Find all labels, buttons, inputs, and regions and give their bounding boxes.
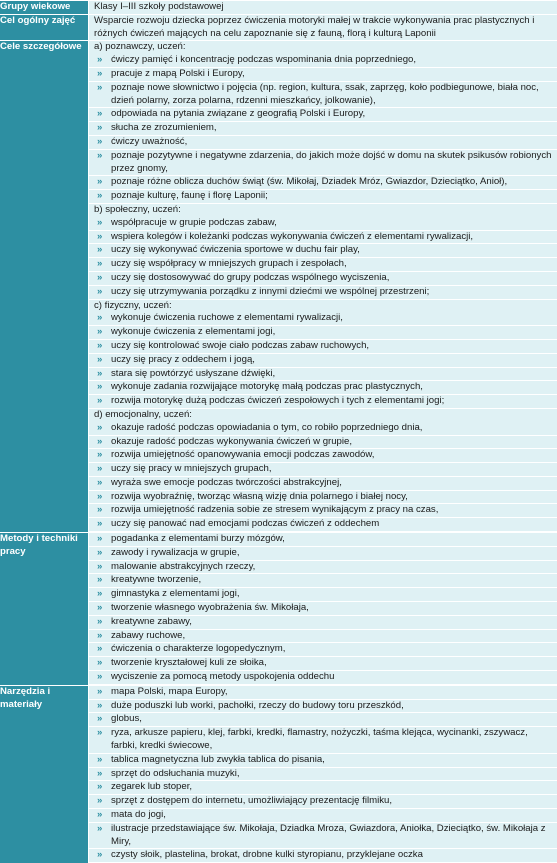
value-specific-goals [89, 41, 557, 533]
row-methods [0, 533, 557, 686]
list-item: » rozwija wyobraźnię, tworząc własną wizję dnia polarnego i białej nocy, [89, 491, 557, 505]
list-item: » mata do jogi, [89, 809, 557, 823]
label-specific-goals: Cele szczegółowe [0, 41, 89, 533]
list-item: » wspiera kolegów i koleżanki podczas wykonywania ćwiczeń z elementami rywalizacji, [89, 231, 557, 245]
list-item: » zawody i rywalizacja w grupie, [89, 547, 557, 561]
list-item: » wyciszenie za pomocą metody uspokojenia oddechu [89, 671, 557, 685]
list-item: » uczy się pracy z oddechem i jogą, [89, 354, 557, 368]
list-item: » ćwiczy uważność, [89, 136, 557, 150]
label-tools: Narzędzia i materiały [0, 685, 89, 863]
list-item: » poznaje nowe słownictwo i pojęcia (np. region, kultura, ssak, zaprzęg, koło podbiegunowe, biała noc, dzień polarny, zorza polarna, rdzenni mieszkańcy, jolkowanie), [89, 82, 557, 109]
list-item: » uczy się pracy w mniejszych grupach, [89, 463, 557, 477]
label-methods: Metody i techniki pracy [0, 533, 89, 686]
general-goal-text: Wsparcie rozwoju dziecka poprzez ćwiczenia motoryki małej w trakcie wykonywania prac plastycznych i różnych ćwiczeń mających na celu zapoznanie się z fauną, florą i kulturą Laponii [89, 15, 557, 41]
value-general-goal [89, 14, 557, 41]
goal-group-heading: c) fizyczny, uczeń: [89, 300, 557, 313]
list-item: » tworzenie kryształowej kuli ze słoika, [89, 657, 557, 671]
goal-group-list [89, 217, 557, 300]
list-item: » czysty słoik, plastelina, brokat, drobne kulki styropianu, przyklejane oczka [89, 849, 557, 863]
list-item: » uczy się utrzymywania porządku z innymi dziećmi we wspólnej przestrzeni; [89, 286, 557, 300]
list-item: » kreatywne tworzenie, [89, 574, 557, 588]
list-item: » odpowiada na pytania związane z geografią Polski i Europy, [89, 108, 557, 122]
age-groups-text: Klasy I–III szkoły podstawowej [89, 1, 557, 14]
list-item: » zegarek lub stoper, [89, 781, 557, 795]
list-item: » ilustracje przedstawiające św. Mikołaja, Dziadka Mroza, Gwiazdora, Aniołka, Dzieciątko, św. Mikołaja z Miry, [89, 823, 557, 850]
list-item: » okazuje radość podczas opowiadania o tym, co robiło poprzedniego dnia, [89, 422, 557, 436]
list-item: » okazuje radość podczas wykonywania ćwiczeń w grupie, [89, 436, 557, 450]
methods-list [89, 533, 557, 685]
list-item: » wyraża swe emocje podczas twórczości abstrakcyjnej, [89, 477, 557, 491]
list-item: » sprzęt do odsłuchania muzyki, [89, 768, 557, 782]
row-age-groups [0, 1, 557, 15]
tools-list [89, 686, 557, 863]
list-item: » pogadanka z elementami burzy mózgów, [89, 533, 557, 547]
list-item: » stara się powtórzyć usłyszane dźwięki, [89, 368, 557, 382]
list-item: » poznaje pozytywne i negatywne zdarzenia, do jakich może dojść w domu na skutek psikusów robionych przez gnomy, [89, 150, 557, 177]
list-item: » pracuje z mapą Polski i Europy, [89, 68, 557, 82]
list-item: » uczy się kontrolować swoje ciało podczas zabaw ruchowych, [89, 340, 557, 354]
list-item: » współpracuje w grupie podczas zabaw, [89, 217, 557, 231]
list-item: » wykonuje ćwiczenia z elementami jogi, [89, 326, 557, 340]
list-item: » globus, [89, 713, 557, 727]
list-item: » ryza, arkusze papieru, klej, farbki, kredki, flamastry, nożyczki, taśma klejąca, wycinanki, zszywacz, farbki, kredki świecowe, [89, 727, 557, 754]
goal-group-heading: d) emocjonalny, uczeń: [89, 409, 557, 422]
list-item: » sprzęt z dostępem do internetu, umożliwiający prezentację filmiku, [89, 795, 557, 809]
goal-group-heading: a) poznawczy, uczeń: [89, 41, 557, 54]
list-item: » poznaje różne oblicza duchów świąt (św. Mikołaj, Dziadek Mróz, Gwiazdor, Dzieciątko, Anioł), [89, 176, 557, 190]
list-item: » zabawy ruchowe, [89, 630, 557, 644]
value-tools [89, 685, 557, 863]
list-item: » rozwija umiejętność radzenia sobie ze stresem wynikającym z pracy na czas, [89, 504, 557, 518]
list-item: » uczy się dostosowywać do grupy podczas wspólnego wyciszenia, [89, 272, 557, 286]
list-item: » ćwiczy pamięć i koncentrację podczas wspominania dnia poprzedniego, [89, 54, 557, 68]
goal-group-heading: b) społeczny, uczeń: [89, 204, 557, 217]
list-item: » kreatywne zabawy, [89, 616, 557, 630]
list-item: » mapa Polski, mapa Europy, [89, 686, 557, 700]
list-item: » duże poduszki lub worki, pachołki, rzeczy do budowy toru przeszkód, [89, 700, 557, 714]
row-tools [0, 685, 557, 863]
goal-group-list [89, 422, 557, 532]
goal-group-list [89, 54, 557, 204]
row-specific-goals [0, 41, 557, 533]
list-item: » malowanie abstrakcyjnych rzeczy, [89, 561, 557, 575]
list-item: » wykonuje zadania rozwijające motorykę małą podczas prac plastycznych, [89, 381, 557, 395]
goal-group-list [89, 312, 557, 409]
list-item: » uczy się panować nad emocjami podczas ćwiczeń z oddechem [89, 518, 557, 532]
list-item: » wykonuje ćwiczenia ruchowe z elementami rywalizacji, [89, 312, 557, 326]
list-item: » ćwiczenia o charakterze logopedycznym, [89, 643, 557, 657]
list-item: » uczy się wykonywać ćwiczenia sportowe w duchu fair play, [89, 244, 557, 258]
list-item: » rozwija motorykę dużą podczas ćwiczeń zespołowych i tych z elementami jogi; [89, 395, 557, 409]
list-item: » tworzenie własnego wyobrażenia św. Mikołaja, [89, 602, 557, 616]
list-item: » uczy się współpracy w mniejszych grupach i zespołach, [89, 258, 557, 272]
row-general-goal [0, 14, 557, 41]
value-methods [89, 533, 557, 686]
list-item: » rozwija umiejętność opanowywania emocji podczas zawodów, [89, 449, 557, 463]
list-item: » poznaje kulturę, faunę i florę Laponii; [89, 190, 557, 204]
label-age-groups: Grupy wiekowe [0, 1, 89, 15]
list-item: » słucha ze zrozumieniem, [89, 122, 557, 136]
label-general-goal: Cel ogólny zajęć [0, 14, 89, 41]
value-age-groups [89, 1, 557, 15]
list-item: » gimnastyka z elementami jogi, [89, 588, 557, 602]
list-item: » tablica magnetyczna lub zwykła tablica do pisania, [89, 754, 557, 768]
